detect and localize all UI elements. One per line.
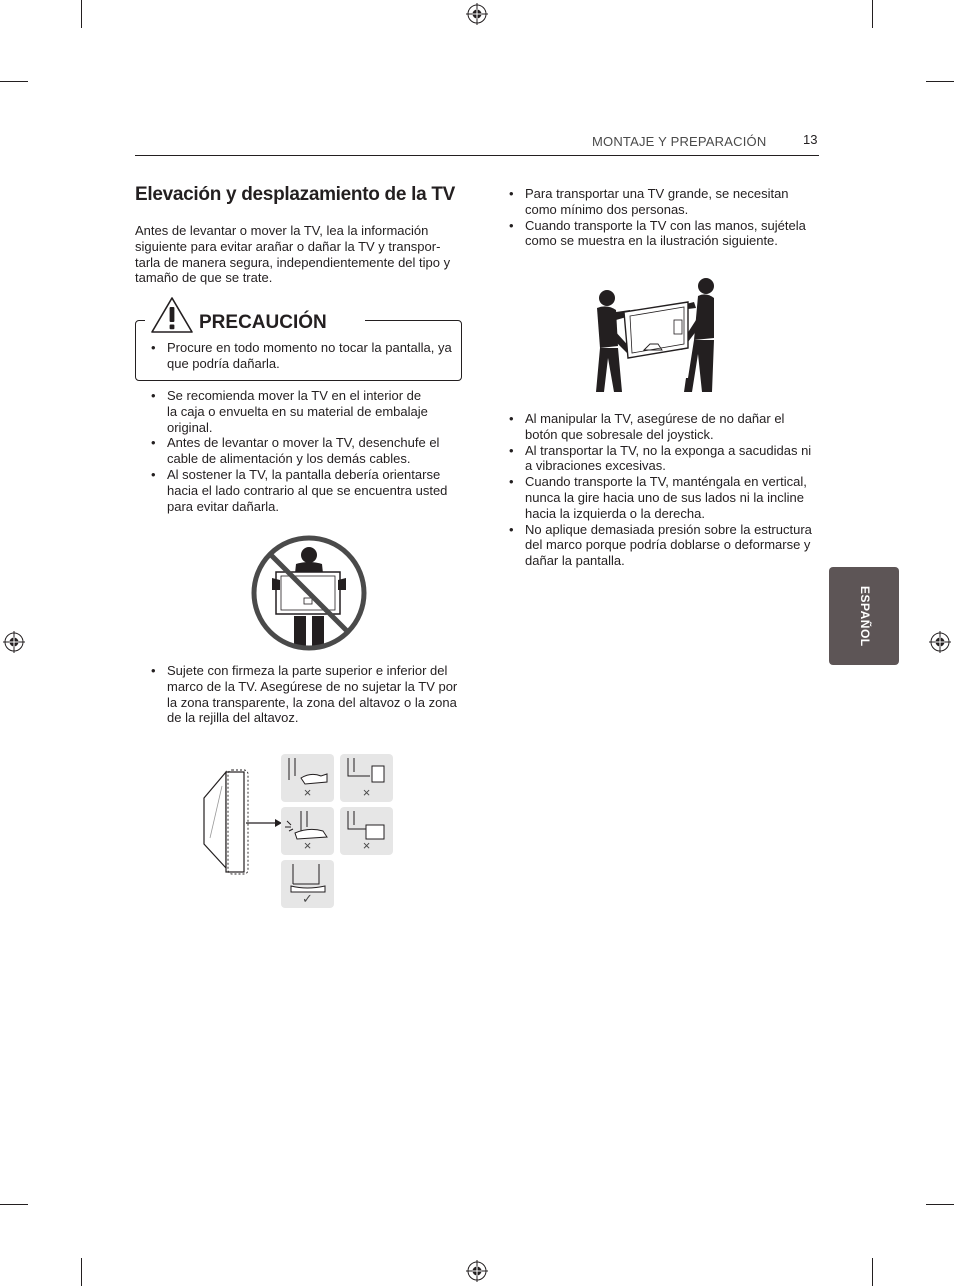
crop-mark — [872, 0, 873, 28]
grip-panel-wrong-3 — [281, 807, 334, 855]
running-header: MONTAJE Y PREPARACIÓN — [592, 134, 767, 149]
registration-mark-icon — [929, 631, 951, 653]
list-item: • Sujete con firmeza la parte superior e inferior del marco de la TV. Asegúrese de no sujetar la TV por la zona transparente, la zona del altavoz o la zona de la rejilla del altavoz. — [135, 663, 463, 726]
correct-mark: ✓ — [302, 891, 313, 906]
page-number: 13 — [803, 132, 818, 147]
warning-triangle-icon — [150, 296, 194, 334]
list-item: • Procure en todo momento no tocar la pantalla, ya que podría dañarla. — [135, 340, 455, 372]
right-bullet-list — [493, 411, 823, 569]
language-tab-label: ESPAÑOL — [858, 586, 872, 647]
crop-mark — [0, 1204, 28, 1205]
right-bullet-list — [493, 186, 823, 249]
caution-title: PRECAUCIÓN — [199, 312, 327, 333]
wrong-mark: × — [303, 838, 312, 853]
list-item: • Antes de levantar o mover la TV, desenchufe el cable de alimentación y los demás cables. — [135, 435, 447, 467]
header-rule — [135, 155, 819, 156]
left-bullet-list — [135, 663, 465, 726]
crop-mark — [872, 1258, 873, 1286]
list-item: • Para transportar una TV grande, se necesitan como mínimo dos personas. — [493, 186, 801, 218]
wrong-mark: × — [303, 785, 312, 800]
intro-paragraph — [135, 223, 465, 286]
list-item: • Al sostener la TV, la pantalla debería orientarse hacia el lado contrario al que se encuentra usted para evitar dañarla. — [135, 467, 457, 514]
grip-panel-wrong-2 — [340, 754, 393, 802]
prohibited-carry-illustration — [250, 534, 368, 652]
crop-mark — [926, 81, 954, 82]
registration-mark-icon — [3, 631, 25, 653]
intro-line: Antes de levantar o mover la TV, lea la información — [135, 223, 429, 238]
crop-mark — [0, 81, 28, 82]
crop-mark — [81, 0, 82, 28]
registration-mark-icon — [466, 1260, 488, 1282]
section-title: Elevación y desplazamiento de la TV — [135, 184, 456, 205]
caution-list — [135, 340, 455, 372]
intro-line: siguiente para evitar arañar o dañar la TV y transpor- — [135, 238, 441, 254]
wrong-mark: × — [362, 838, 371, 853]
grip-panel-wrong-1 — [281, 754, 334, 802]
crop-mark — [81, 1258, 82, 1286]
list-item: • No aplique demasiada presión sobre la estructura del marco porque podría doblarse o deformarse y dañar la pantalla. — [493, 522, 823, 569]
intro-line: tarla de manera segura, independientemente del tipo y — [135, 254, 451, 270]
wrong-mark: × — [362, 785, 371, 800]
crop-mark — [926, 1204, 954, 1205]
list-item: • Cuando transporte la TV con las manos, sujétela como se muestra en la ilustración siguiente. — [493, 218, 817, 250]
list-item: • Se recomienda mover la TV en el interior de la caja o envuelta en su material de embalaje original. — [135, 388, 432, 435]
grip-panel-wrong-4 — [340, 807, 393, 855]
list-item: • Al transportar la TV, no la exponga a sacudidas ni a vibraciones excesivas. — [493, 443, 817, 475]
left-bullet-list — [135, 388, 450, 514]
registration-mark-icon — [466, 3, 488, 25]
two-person-carry-illustration — [594, 276, 718, 394]
list-item: • Cuando transporte la TV, manténgala en vertical, nunca la gire hacia uno de sus lados ni la incline hacia la izquierda o la derecha. — [493, 474, 817, 521]
tv-side-illustration — [198, 768, 282, 880]
intro-line: tamaño de que se trate. — [135, 270, 273, 286]
list-item: • Al manipular la TV, asegúrese de no dañar el botón que sobresale del joystick. — [493, 411, 793, 443]
grip-panel-correct — [281, 860, 334, 908]
